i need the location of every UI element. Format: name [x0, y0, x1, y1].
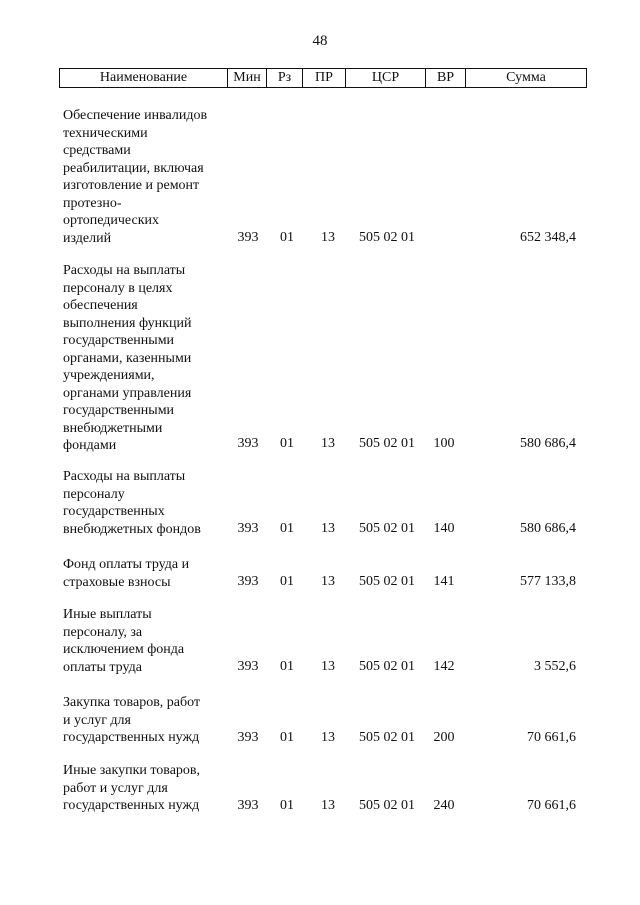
- row-pr: 13: [321, 730, 335, 745]
- header-vr: ВР: [426, 69, 466, 87]
- table-header: [59, 68, 587, 88]
- row-vr: 200: [433, 730, 455, 745]
- row-min: 393: [237, 730, 259, 745]
- row-pr: 13: [321, 798, 335, 813]
- row-name: Фонд оплаты труда и страховые взносы: [63, 557, 190, 590]
- header-name: Наименование: [60, 69, 228, 87]
- row-vr: 100: [433, 436, 455, 451]
- row-min: 393: [237, 230, 259, 245]
- row-csr: 505 02 01: [359, 659, 415, 674]
- row-vr: 141: [433, 574, 455, 589]
- row-rz: 01: [280, 659, 294, 674]
- row-sum: 70 661,6: [527, 798, 576, 813]
- row-min: 393: [237, 659, 259, 674]
- row-csr: 505 02 01: [359, 730, 415, 745]
- row-name: Обеспечение инвалидов техническими средствами реабилитации, включая изготовление и ремонт протезно- ортопедических изделий: [63, 108, 208, 246]
- row-rz: 01: [280, 230, 294, 245]
- row-pr: 13: [321, 574, 335, 589]
- row-pr: 13: [321, 521, 335, 536]
- row-vr: 140: [433, 521, 455, 536]
- row-name: Закупка товаров, работ и услуг для государственных нужд: [63, 695, 201, 745]
- row-name: Расходы на выплаты персоналу в целях обеспечения выполнения функций государственными органами, казенными учреждениями, органами управления государственными внебюджетными фондами: [63, 263, 192, 453]
- row-name: Расходы на выплаты персоналу государственных внебюджетных фондов: [63, 469, 201, 537]
- row-rz: 01: [280, 436, 294, 451]
- row-rz: 01: [280, 521, 294, 536]
- row-name: Иные выплаты персоналу, за исключением фонда оплаты труда: [63, 607, 185, 675]
- row-csr: 505 02 01: [359, 436, 415, 451]
- row-sum: 577 133,8: [520, 574, 576, 589]
- row-min: 393: [237, 574, 259, 589]
- row-min: 393: [237, 798, 259, 813]
- row-pr: 13: [321, 659, 335, 674]
- row-rz: 01: [280, 798, 294, 813]
- row-rz: 01: [280, 730, 294, 745]
- row-csr: 505 02 01: [359, 798, 415, 813]
- row-min: 393: [237, 436, 259, 451]
- row-sum: 580 686,4: [520, 436, 576, 451]
- header-csr: ЦСР: [346, 69, 426, 87]
- row-vr: 142: [433, 659, 455, 674]
- row-sum: 3 552,6: [534, 659, 576, 674]
- row-sum: 70 661,6: [527, 730, 576, 745]
- row-min: 393: [237, 521, 259, 536]
- row-vr: 240: [433, 798, 455, 813]
- header-min: Мин: [228, 69, 267, 87]
- header-sum: Сумма: [506, 70, 546, 85]
- row-rz: 01: [280, 574, 294, 589]
- row-pr: 13: [321, 230, 335, 245]
- header-pr: ПР: [303, 69, 346, 87]
- row-sum: 580 686,4: [520, 521, 576, 536]
- row-csr: 505 02 01: [359, 574, 415, 589]
- row-pr: 13: [321, 436, 335, 451]
- row-csr: 505 02 01: [359, 521, 415, 536]
- header-rz: Рз: [267, 69, 303, 87]
- row-name: Иные закупки товаров, работ и услуг для государственных нужд: [63, 763, 201, 813]
- page-number: 48: [312, 33, 328, 49]
- row-sum: 652 348,4: [520, 230, 576, 245]
- row-csr: 505 02 01: [359, 230, 415, 245]
